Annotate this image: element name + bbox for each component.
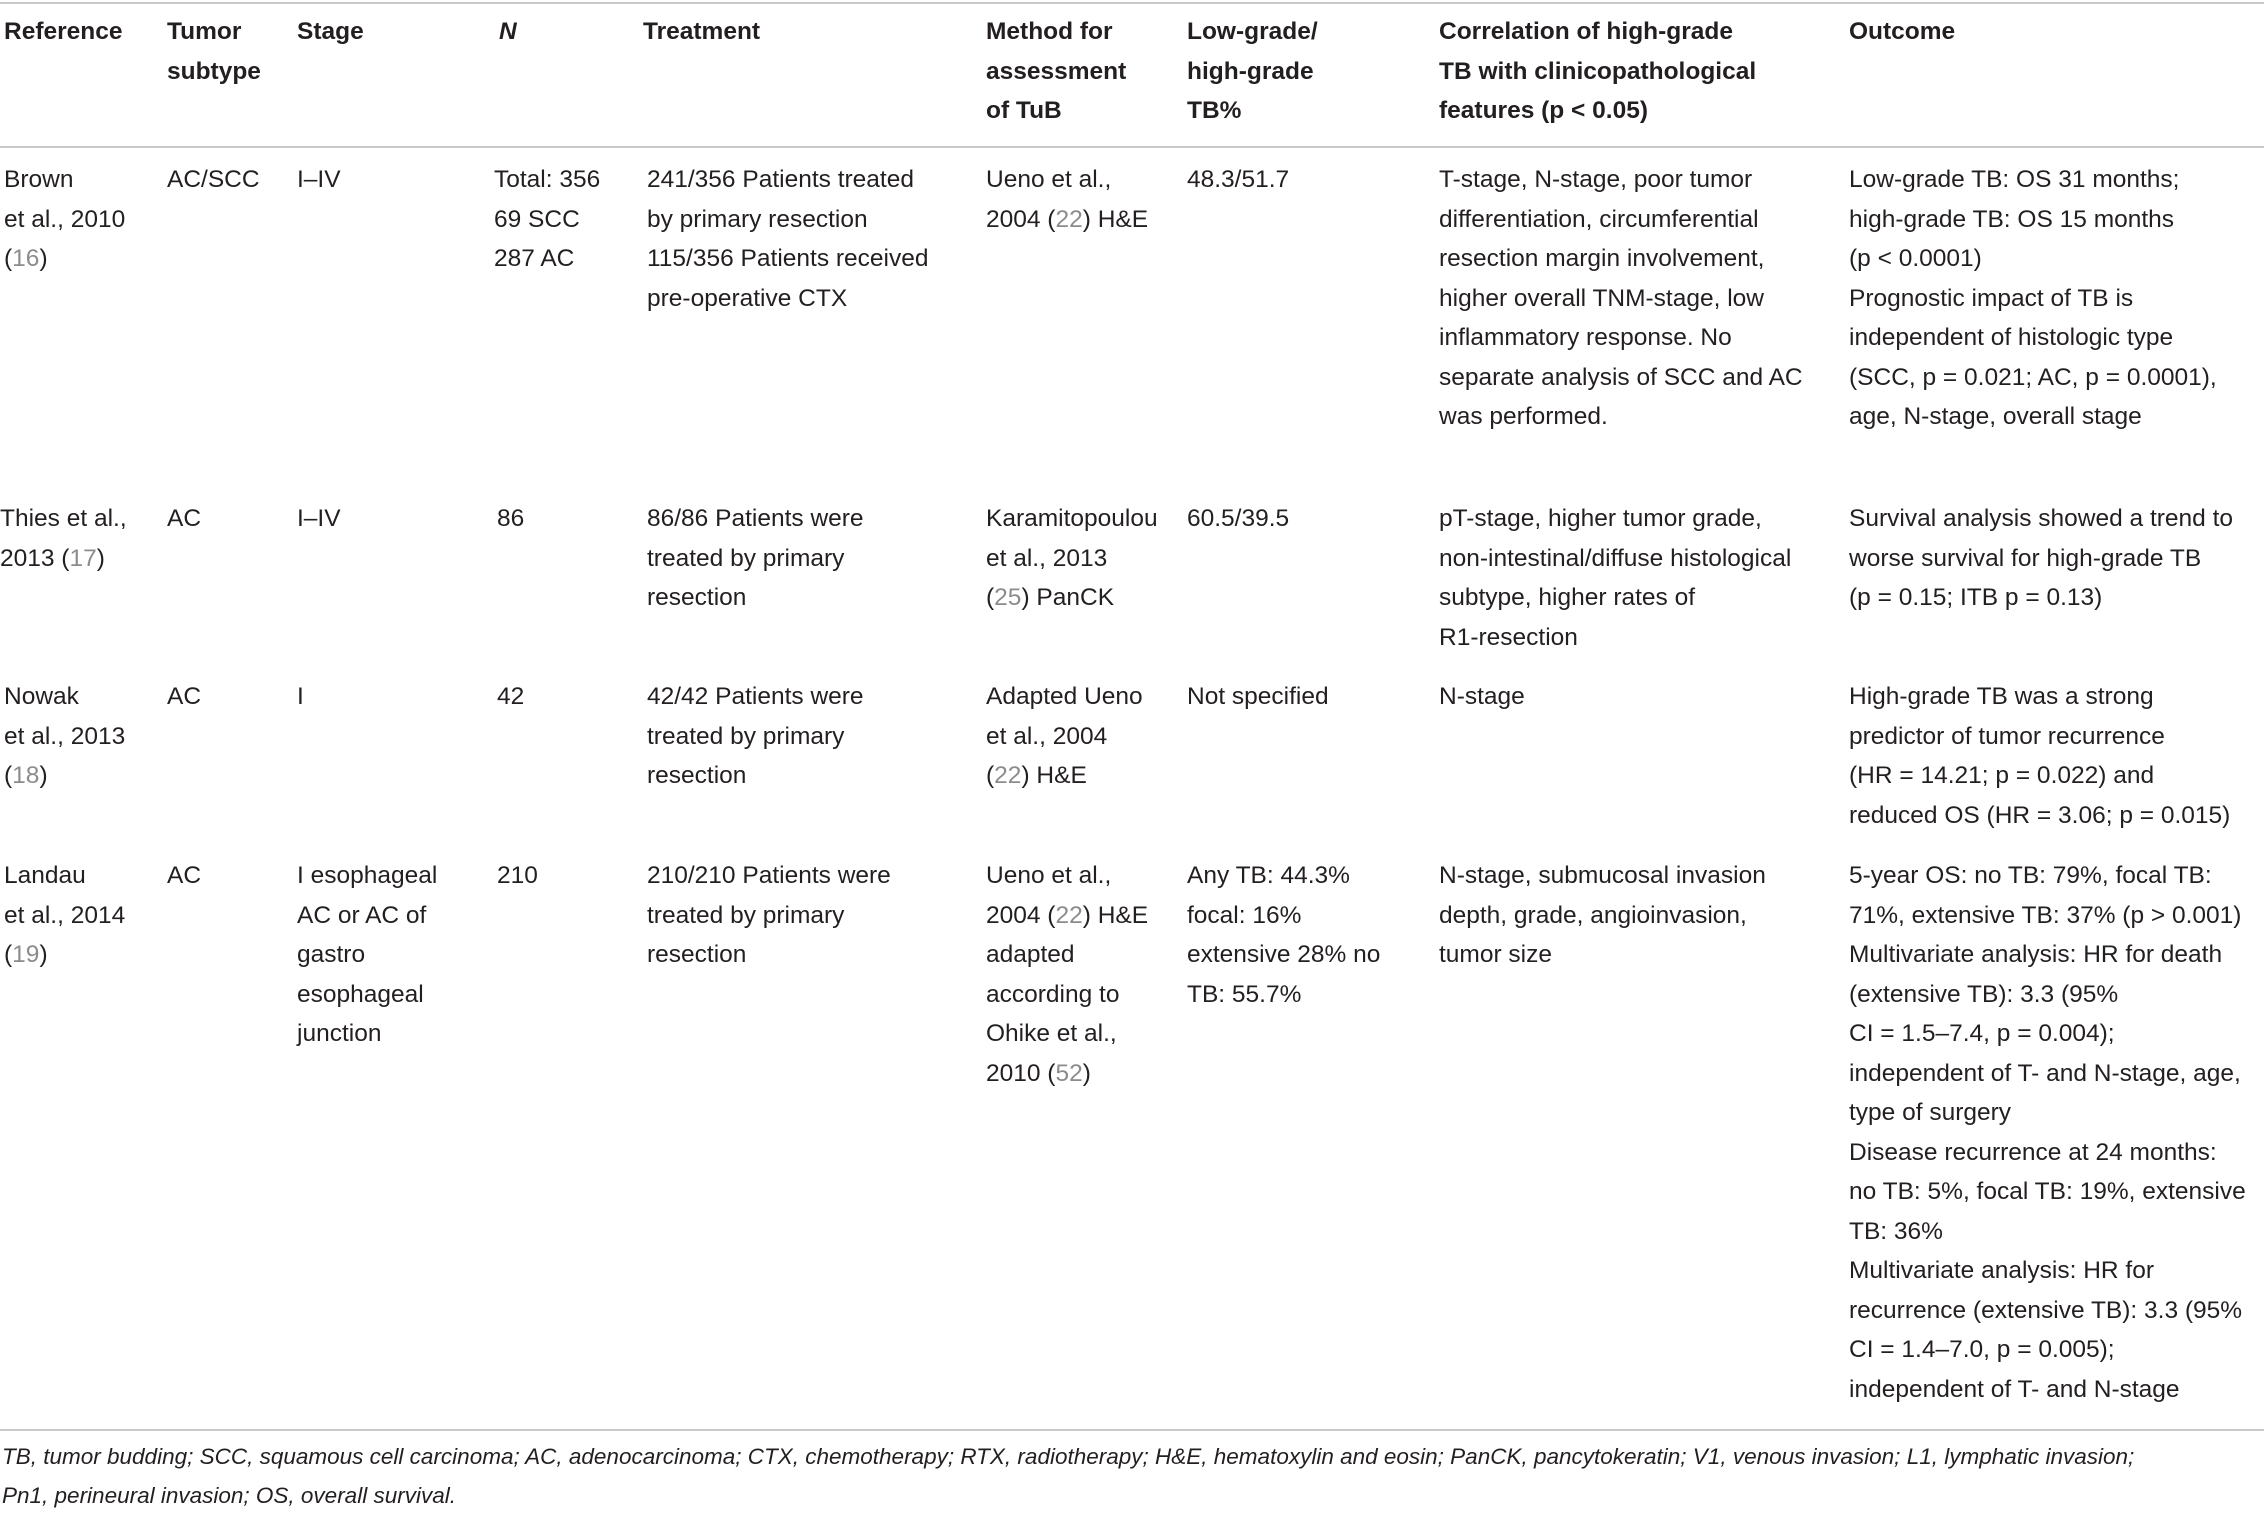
row1-n: Total: 356 69 SCC 287 AC: [494, 166, 601, 272]
row4-correlation: N-stage, submucosal invasion depth, grade, angioinvasion, tumor size: [1439, 862, 1766, 968]
table-top-rule: [0, 2, 2264, 4]
header-treatment: Treatment: [643, 18, 761, 45]
header-reference: Reference: [4, 18, 123, 45]
citation-link[interactable]: 22: [994, 762, 1022, 789]
header-tumor-subtype: Tumor subtype: [167, 18, 261, 85]
row1-subtype: AC/SCC: [167, 166, 260, 193]
row3-reference: Nowak et al., 2013 (18): [4, 683, 126, 789]
row2-treatment: 86/86 Patients were treated by primary resection: [647, 505, 864, 611]
header-method: Method for assessment of TuB: [986, 18, 1127, 124]
citation-link[interactable]: 18: [12, 762, 40, 789]
header-stage: Stage: [297, 18, 364, 45]
row2-stage: I–IV: [297, 505, 341, 532]
row4-n: 210: [497, 862, 538, 889]
citation-link[interactable]: 17: [69, 544, 97, 572]
row1-treatment: 241/356 Patients treated by primary resection 115/356 Patients received pre-operative CTX: [647, 166, 929, 312]
citation-link[interactable]: 19: [12, 941, 40, 968]
row3-outcome: High-grade TB was a strong predictor of tumor recurrence (HR = 14.21; p = 0.022) and reduced OS (HR = 3.06; p = 0.015): [1849, 683, 2231, 829]
row4-reference: Landau et al., 2014 (19): [4, 862, 126, 968]
row2-subtype: AC: [167, 505, 202, 532]
row2-reference: Thies et al., 2013 (17): [0, 505, 127, 572]
row1-reference: Brown et al., 2010 (16): [4, 166, 126, 272]
row3-treatment: 42/42 Patients were treated by primary resection: [647, 683, 864, 789]
header-n: N: [499, 18, 517, 45]
citation-link[interactable]: 52: [1055, 1059, 1083, 1087]
row3-subtype: AC: [167, 683, 202, 710]
row4-stage: I esophageal AC or AC of gastro esophageal junction: [297, 862, 438, 1047]
row3-grade: Not specified: [1187, 683, 1329, 710]
row2-correlation: pT-stage, higher tumor grade, non-intestinal/diffuse histological subtype, higher rates of R1-resection: [1439, 505, 1792, 651]
row4-treatment: 210/210 Patients were treated by primary resection: [647, 862, 891, 968]
citation-link[interactable]: 22: [1055, 205, 1083, 233]
row2-outcome: Survival analysis showed a trend to worse survival for high-grade TB (p = 0.15; ITB p = 0.13): [1849, 505, 2234, 611]
row4-outcome: 5-year OS: no TB: 79%, focal TB: 71%, extensive TB: 37% (p > 0.001) Multivariate analysis: HR for death (extensive TB): 3.3 (95% CI = 1.5–7.4, p = 0.004); independent of T- and N-stage, age, type of surgery Disease recurrence at 24 months: no TB: 5%, focal TB: 19%, extensive TB: 36% Multivariate analysis: HR for recurrence (extensive TB): 3.3 (95% CI = 1.4–7.0, p = 0.005); independent of T- and N-stage: [1849, 862, 2246, 1403]
header-rule: [0, 146, 2264, 148]
table-footnote: TB, tumor budding; SCC, squamous cell carcinoma; AC, adenocarcinoma; CTX, chemotherapy; RTX, radiotherapy; H&E, hematoxylin and eosin; PanCK, pancytokeratin; V1, venous invasion; L1, lymphatic invasion; Pn1, perineural invasion; OS, overall survival.: [2, 1444, 2135, 1508]
row1-correlation: T-stage, N-stage, poor tumor differentiation, circumferential resection margin involvement, higher overall TNM-stage, low inflammatory response. No separate analysis of SCC and AC was performed.: [1439, 166, 1803, 430]
row2-grade: 60.5/39.5: [1187, 505, 1290, 532]
citation-link[interactable]: 22: [1055, 901, 1083, 929]
row1-stage: I–IV: [297, 166, 341, 193]
row3-n: 42: [497, 683, 525, 710]
row1-grade: 48.3/51.7: [1187, 166, 1290, 193]
row3-stage: I: [297, 683, 304, 710]
citation-link[interactable]: 25: [994, 584, 1022, 611]
row2-method: Karamitopoulou et al., 2013 (25) PanCK: [986, 505, 1158, 611]
header-outcome: Outcome: [1849, 18, 1956, 45]
row3-method: Adapted Ueno et al., 2004 (22) H&E: [986, 683, 1143, 789]
row2-n: 86: [497, 505, 525, 532]
table-bottom-rule: [0, 1429, 2264, 1431]
citation-link[interactable]: 16: [12, 245, 40, 272]
row1-method: Ueno et al., 2004 (22) H&E: [986, 166, 1149, 233]
row4-subtype: AC: [167, 862, 202, 889]
row4-method: Ueno et al., 2004 (22) H&E adapted according to Ohike et al., 2010 (52): [986, 862, 1149, 1087]
row1-outcome: Low-grade TB: OS 31 months; high-grade TB: OS 15 months (p < 0.0001) Prognostic impact of TB is independent of histologic type (SCC, p = 0.021; AC, p = 0.0001), age, N-stage, overall stage: [1849, 166, 2217, 430]
header-grade: Low-grade/ high-grade TB%: [1187, 18, 1318, 124]
row3-correlation: N-stage: [1439, 683, 1525, 710]
header-correlation: Correlation of high-grade TB with clinicopathological features (p < 0.05): [1439, 18, 1757, 124]
row4-grade: Any TB: 44.3% focal: 16% extensive 28% no TB: 55.7%: [1187, 862, 1381, 1008]
